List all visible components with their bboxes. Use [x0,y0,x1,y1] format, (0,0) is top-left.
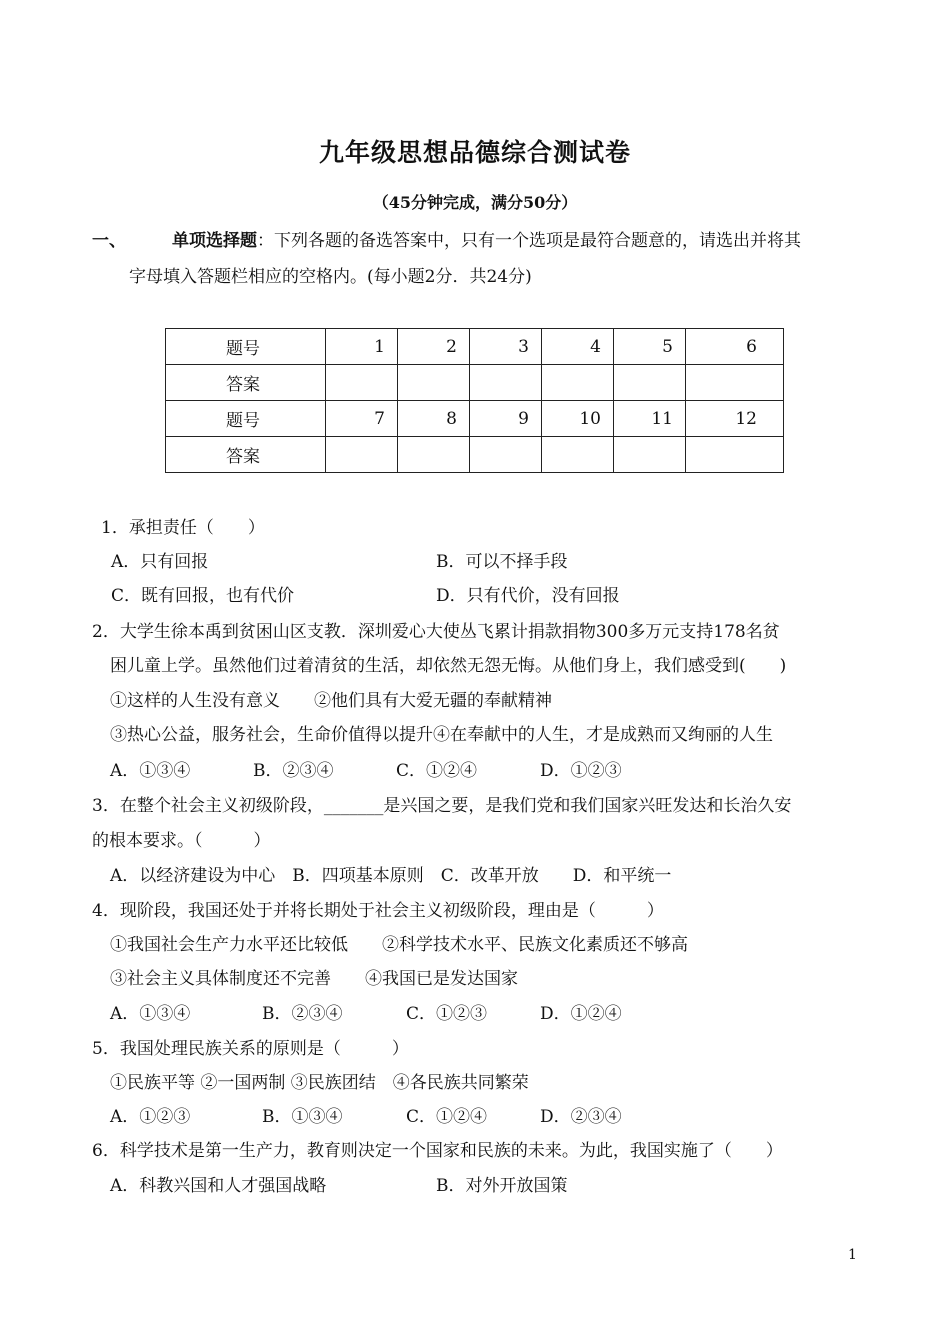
section-instruction-text: ：下列各题的备选答案中，只有一个选项是最符合题意的，请选出并将其 [257,231,801,251]
table-label: 题号 [166,329,326,365]
table-label: 答案 [166,365,326,401]
table-cell: 8 [398,401,470,437]
question-4-stem: 4．现阶段，我国还处于并将长期处于社会主义初级阶段，理由是（ ） [92,901,664,921]
answer-cell[interactable] [326,365,398,401]
question-4-statements-cont: ③社会主义具体制度还不完善 ④我国已是发达国家 [110,969,518,989]
answer-cell[interactable] [614,437,686,473]
question-2-stem-cont: 困儿童上学。虽然他们过着清贫的生活，却依然无怨无悔。从他们身上，我们感受到( ) [110,656,787,676]
answer-cell[interactable] [398,437,470,473]
table-cell: 7 [326,401,398,437]
answer-cell[interactable] [542,437,614,473]
question-2-option-a: A．①③④ [110,761,191,781]
table-label: 答案 [166,437,326,473]
table-cell: 12 [686,401,784,437]
section-instruction-cont: 字母填入答题栏相应的空格内。(每小题2分．共24分) [129,267,532,287]
question-4-option-b: B．②③④ [262,1004,343,1024]
question-2-option-c: C．①②④ [396,761,478,781]
page-subtitle: （45分钟完成，满分50分） [372,193,578,212]
table-row [166,401,784,437]
question-5-option-b: B．①③④ [262,1107,343,1127]
question-6-stem: 6．科学技术是第一生产力，教育则决定一个国家和民族的未来。为此，我国实施了（ ） [92,1141,783,1161]
table-row [166,329,784,365]
page-title: 九年级思想品德综合测试卷 [318,138,631,167]
table-cell: 5 [614,329,686,365]
question-5-option-d: D．②③④ [540,1107,622,1127]
question-6-option-b: B．对外开放国策 [436,1176,568,1196]
question-1-option-d: D．只有代价，没有回报 [436,586,620,606]
question-5-option-c: C．①②④ [406,1107,488,1127]
question-3-stem-cont: 的根本要求。（ ） [92,831,271,851]
answer-cell[interactable] [686,437,784,473]
question-5-option-a: A．①②③ [110,1107,191,1127]
question-2-statements-cont: ③热心公益，服务社会，生命价值得以提升④在奉献中的人生，才是成熟而又绚丽的人生 [110,725,773,745]
section-instruction [92,226,801,251]
question-1-option-a: A．只有回报 [111,552,209,572]
table-cell: 4 [542,329,614,365]
question-5-stem: 5．我国处理民族关系的原则是（ ） [92,1039,409,1059]
answer-cell[interactable] [398,365,470,401]
question-3-options: A．以经济建设为中心 B．四项基本原则 C．改革开放 D．和平统一 [110,866,672,886]
question-4-option-a: A．①③④ [110,1004,191,1024]
question-2-stem: 2．大学生徐本禹到贫困山区支教．深圳爱心大使丛飞累计捐款捐物300多万元支持178名贫 [92,622,780,642]
question-2-option-d: D．①②③ [540,761,622,781]
answer-cell[interactable] [470,365,542,401]
answer-cell[interactable] [542,365,614,401]
table-row [166,365,784,401]
table-cell: 9 [470,401,542,437]
table-cell: 11 [614,401,686,437]
table-cell: 6 [686,329,784,365]
table-cell: 1 [326,329,398,365]
section-number: 一、 [92,231,126,251]
table-cell: 3 [470,329,542,365]
question-1-option-c: C．既有回报，也有代价 [111,586,295,606]
question-4-option-c: C．①②③ [406,1004,488,1024]
question-4-statements: ①我国社会生产力水平还比较低 ②科学技术水平、民族文化素质还不够高 [110,935,688,955]
table-cell: 10 [542,401,614,437]
table-row [166,437,784,473]
answer-cell[interactable] [614,365,686,401]
answer-cell[interactable] [326,437,398,473]
answer-cell[interactable] [470,437,542,473]
table-label: 题号 [166,401,326,437]
question-2-statements: ①这样的人生没有意义 ②他们具有大爱无疆的奉献精神 [110,691,552,711]
question-3-stem: 3．在整个社会主义初级阶段，_______是兴国之要，是我们党和我们国家兴旺发达和长治久安 [92,796,792,816]
question-6-option-a: A．科教兴国和人才强国战略 [110,1176,327,1196]
question-4-option-d: D．①②④ [540,1004,622,1024]
question-5-statements: ①民族平等 ②一国两制 ③民族团结 ④各民族共同繁荣 [110,1073,529,1093]
question-1-option-b: B．可以不择手段 [436,552,568,572]
page-number: 1 [848,1247,857,1263]
question-2-option-b: B．②③④ [253,761,334,781]
section-heading: 单项选择题 [172,231,257,251]
answer-table [165,328,784,473]
table-cell: 2 [398,329,470,365]
answer-cell[interactable] [686,365,784,401]
question-1-stem: 1．承担责任（ ） [101,518,265,538]
